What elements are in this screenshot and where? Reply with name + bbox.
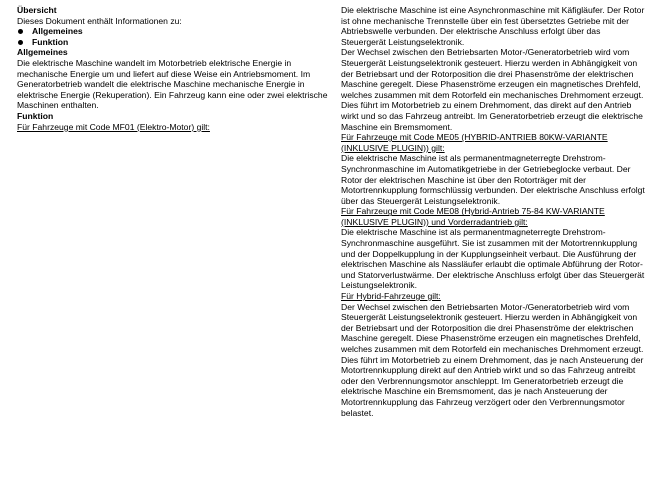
- hybrid-condition-label: Für Hybrid-Fahrzeuge gilt:: [341, 291, 441, 302]
- me05-text: Die elektrische Maschine ist als permanentmagneterregte Drehstrom-Synchronmaschine im Automatikgetriebe in der Getriebeglocke verbaut. Der Rotor der elektrischen Maschine ist über den Rotorträger mit der Motortrennkupplung formschlüssig verbunden. Der elektrische Anschluss erfolgt über das Steuergerät Leistungselektronik.: [341, 153, 645, 206]
- mf01-condition-label: Für Fahrzeuge mit Code MF01 (Elektro-Motor) gilt:: [17, 121, 210, 132]
- me08-condition-label: Für Fahrzeuge mit Code ME08 (Hybrid-Antrieb 75-84 KW-VARIANTE (INKLUSIVE PLUGIN)) und Vorderradantrieb gilt:: [341, 206, 605, 227]
- list-item-label: Allgemeines: [32, 26, 83, 37]
- mf01-text-1: Die elektrische Maschine ist eine Asynchronmaschine mit Käfigläufer. Der Rotor ist ohne mechanische Trennstelle über ein fest übersetztes Getriebe mit der Abtriebswelle verbunden. Der elektrische Anschluss erfolgt über das Steuergerät Leistungselektronik.: [341, 5, 645, 47]
- list-item: [17, 37, 329, 48]
- list-item-label: Funktion: [32, 36, 69, 47]
- bullet-icon: [18, 29, 23, 34]
- list-item: [17, 26, 329, 37]
- bullet-icon: [18, 40, 23, 45]
- mf01-text-2: Der Wechsel zwischen den Betriebsarten Motor-/Generatorbetrieb wird vom Steuergerät Leistungselektronik gesteuert. Hierzu werden in Abhängigkeit von der Betriebsart und der Rotorposition die drei Phasenströme der elektrischen Maschine geregelt. Diese Phasenströme erzeugen ein magnetisches Drehfeld, welches zusammen mit dem Rotorfeld ein mechanisches Drehmoment erzeugt. Dies führt im Motorbetrieb zu einem Drehmoment, das direkt auf den Antrieb wirkt und so das Fahrzeug antreibt. Im Generatorbetrieb erzeugt die elektrische Maschine ein Bremsmoment.: [341, 47, 644, 132]
- topic-list: [17, 26, 329, 47]
- me08-text: Die elektrische Maschine ist als permanentmagneterregte Drehstrom-Synchronmaschine ausgeführt. Sie ist zusammen mit der Motortrennkupplung und der Doppelkupplung in der Kupplungseinheit verbaut. Die Ausführung der elektrischen Maschine als Nassläufer erlaubt die optimale Abführung der Rotor- und Statorverlustwärme. Der elektrische Anschluss erfolgt über das Steuergerät Leistungselektronik.: [341, 227, 645, 291]
- overview-text: Dieses Dokument enthält Informationen zu:: [17, 15, 182, 26]
- function-heading: Funktion: [17, 110, 54, 121]
- me05-condition-label: Für Fahrzeuge mit Code ME05 (HYBRID-ANTRIEB 80KW-VARIANTE (INKLUSIVE PLUGIN)) gilt:: [341, 132, 608, 153]
- general-heading: Allgemeines: [17, 47, 68, 58]
- overview-heading: Übersicht: [17, 5, 57, 15]
- general-text: Die elektrische Maschine wandelt im Motorbetrieb elektrische Energie in mechanische Energie um und liefert auf diese Weise ein Antriebsmoment. Im Generatorbetrieb wandelt die elektrische Maschine mechanische Energie in elektrische Energie (Rekuperation). Ein Fahrzeug kann eine oder zwei elektrische Maschinen enthalten.: [17, 57, 328, 111]
- left-column: [17, 5, 329, 132]
- right-column: [341, 5, 647, 418]
- hybrid-text: Der Wechsel zwischen den Betriebsarten Motor-/Generatorbetrieb wird vom Steuergerät Leistungselektronik gesteuert. Hierzu werden in Abhängigkeit von der Betriebsart und der Rotorposition die drei Phasenströme der elektrischen Maschine geregelt. Diese Phasenströme erzeugen ein magnetisches Drehfeld, welches zusammen mit dem Rotorfeld ein mechanisches Drehmoment erzeugt. Dies führt im Motorbetrieb zu einem Drehmoment, das je nach Ansteuerung der Motortrennkupplung direkt auf den Antrieb wirkt und so das Fahrzeug antreibt oder den Verbrennungsmotor anschleppt. Im Generatorbetrieb erzeugt die elektrische Maschine ein Bremsmoment, das je nach Ansteuerung der Motortrennkupplung das Fahrzeug verzögert oder den Verbrennungsmotor belastet.: [341, 301, 644, 418]
